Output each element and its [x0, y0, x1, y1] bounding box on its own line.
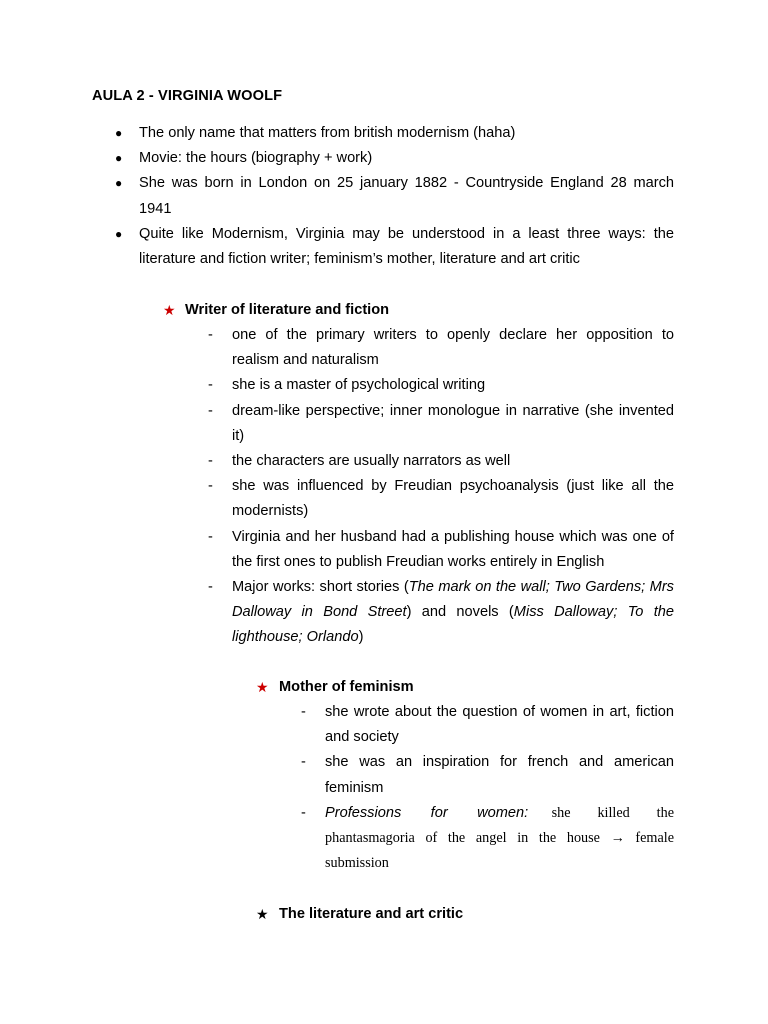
dash-icon: -: [208, 528, 213, 545]
dash-icon: -: [301, 704, 306, 720]
list-item-text: the characters are usually narrators as well: [232, 453, 511, 470]
star-icon: ★: [163, 302, 176, 318]
writer-list: [161, 323, 674, 651]
bullet-dot-icon: ●: [115, 151, 123, 166]
section-heading: Mother of feminism: [279, 679, 414, 695]
professions-rest: she killed the phantasmagoria of the angel in the house → female submission: [325, 804, 674, 872]
feminism-list: [254, 700, 674, 876]
section-heading: The literature and art critic: [279, 906, 464, 922]
list-item: [161, 323, 674, 373]
list-item: [161, 449, 674, 474]
professions-lead: Professions for women:: [325, 804, 529, 821]
list-item-professions: [254, 801, 674, 877]
list-item: [92, 146, 674, 171]
list-item: [254, 750, 674, 800]
list-item: [161, 399, 674, 449]
list-item-text: one of the primary writers to openly declare her opposition to realism and naturalism: [232, 327, 674, 369]
bullet-dot-icon: ●: [115, 126, 123, 140]
bullet-text: She was born in London on 25 january 1882 - Countryside England 28 march 1941: [139, 175, 674, 217]
dash-icon: -: [208, 377, 213, 394]
list-item: [92, 171, 674, 221]
section-heading-row: [254, 902, 674, 927]
dash-icon: -: [208, 327, 213, 343]
dash-icon: -: [208, 453, 213, 470]
section-heading: Writer of literature and fiction: [185, 302, 390, 318]
document-title: AULA 2 - VIRGINIA WOOLF: [92, 88, 283, 104]
list-item-text: she was influenced by Freudian psychoanalysis (just like all the modernists): [232, 478, 674, 520]
major-works-stories: The mark on the wall; Two Gardens; Mrs Dalloway in Bond Street: [232, 579, 674, 621]
intro-bullet-list: [92, 121, 674, 272]
bullet-dot-icon: ●: [115, 176, 123, 191]
star-icon: ★: [256, 679, 269, 695]
list-item-text: she was an inspiration for french and american feminism: [325, 754, 674, 796]
list-item-text: dream-like perspective; inner monologue in narrative (she invented it): [232, 402, 674, 444]
major-works-mid: ) and novels (: [406, 604, 514, 621]
major-works-novels: Miss Dalloway; To the lighthouse; Orlando: [232, 604, 675, 646]
bullet-text: Quite like Modernism, Virginia may be understood in a least three ways: the literature and fiction writer; feminism’s mother, literature and art critic: [139, 225, 674, 268]
section-heading-row: [254, 675, 674, 700]
list-item: [92, 121, 674, 146]
star-icon: ★: [256, 906, 269, 922]
dash-icon: -: [208, 478, 213, 495]
major-works-lead: Major works: short stories (: [232, 579, 409, 596]
dash-icon: -: [301, 754, 306, 771]
list-item-major-works: [161, 575, 674, 651]
list-item: [161, 525, 674, 575]
section-heading-row: [161, 298, 674, 323]
dash-icon: -: [208, 579, 213, 596]
dash-icon: -: [301, 804, 306, 821]
bullet-text: Movie: the hours (biography + work): [139, 150, 373, 167]
list-item: [161, 373, 674, 398]
section-critic: [254, 902, 674, 927]
list-item: [92, 222, 674, 272]
major-works-tail: ): [358, 629, 364, 646]
list-item-text: Virginia and her husband had a publishing house which was one of the first ones to publish Freudian works entirely in English: [232, 528, 674, 570]
section-feminism: [254, 675, 674, 876]
list-item-text: she is a master of psychological writing: [232, 377, 486, 394]
section-writer: [161, 298, 674, 651]
dash-icon: -: [208, 402, 213, 419]
bullet-text: The only name that matters from british modernism (haha): [139, 125, 516, 141]
bullet-dot-icon: ●: [115, 226, 123, 241]
list-item-text: she wrote about the question of women in art, fiction and society: [325, 704, 674, 746]
list-item: [254, 700, 674, 750]
list-item: [161, 474, 674, 524]
